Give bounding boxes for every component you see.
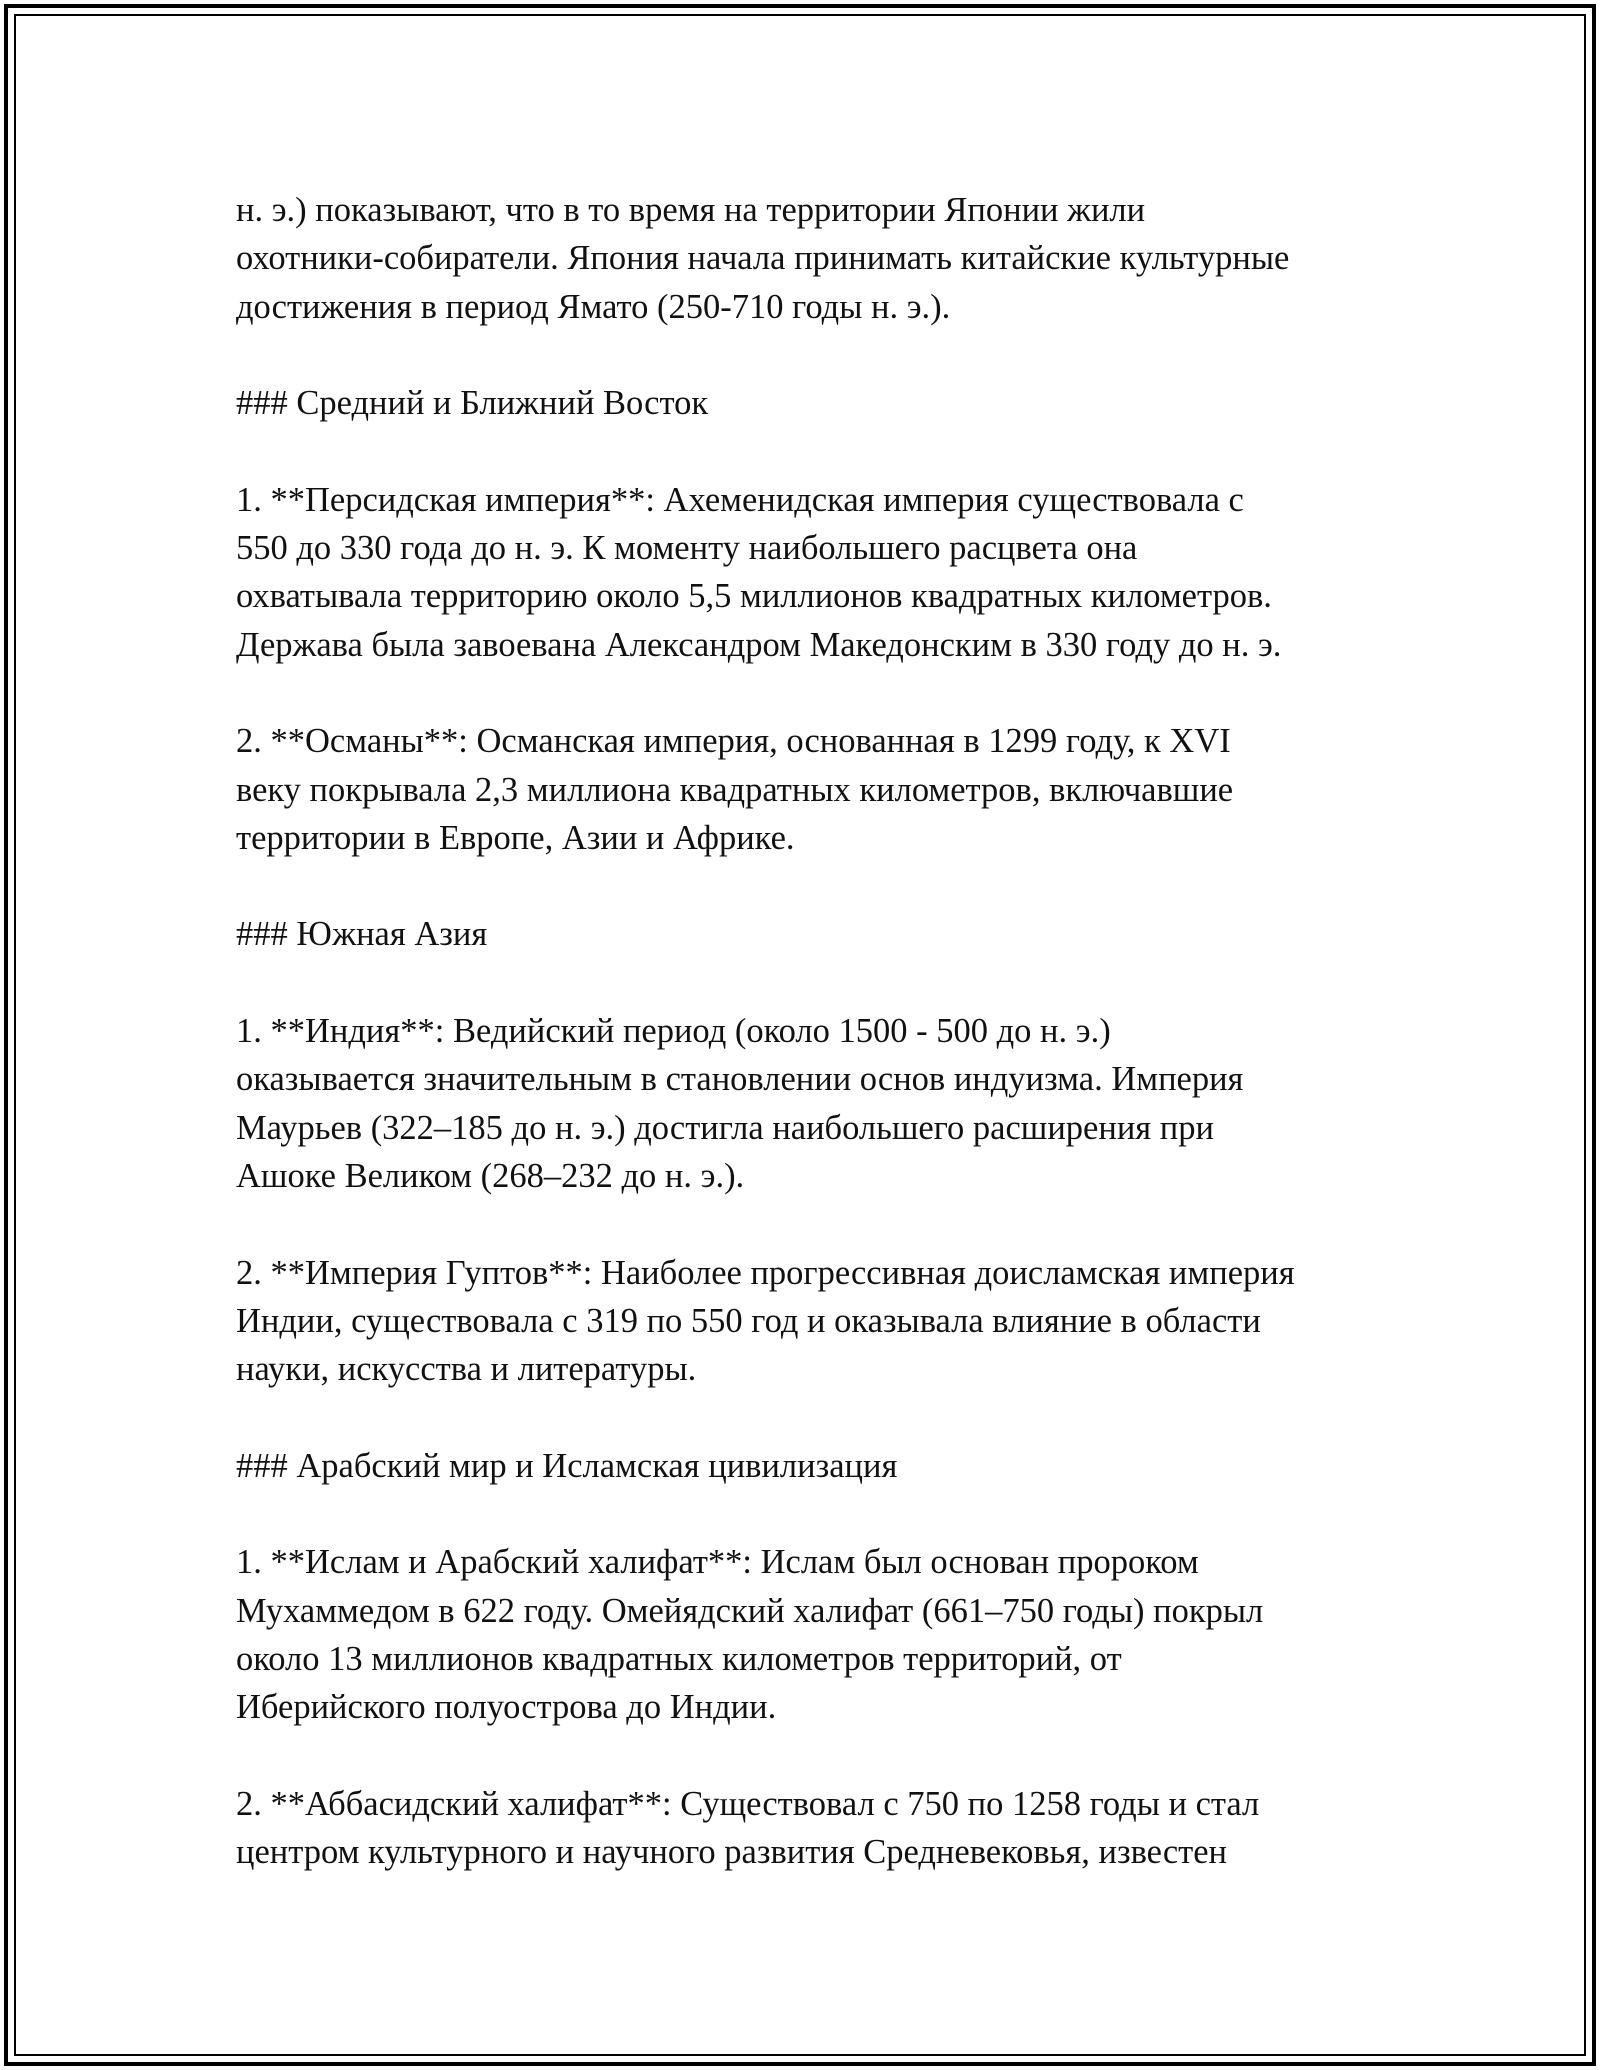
text-line: оказывается значительным в становлении основ индуизма. Империя (236, 1060, 1244, 1099)
text-line: центром культурного и научного развития Средневековья, известен (236, 1833, 1228, 1872)
paragraph-gap (236, 331, 1416, 379)
text-line: Маурьев (322–185 до н. э.) достигла наибольшего расширения при (236, 1108, 1214, 1147)
text-line: Ашоке Великом (268–232 до н. э.). (236, 1156, 745, 1195)
list-item-abbasid-caliphate (236, 1780, 1416, 1877)
text-line: достижения в период Ямато (250-710 годы н. э.). (236, 287, 951, 326)
paragraph-gap (236, 1393, 1416, 1441)
text-line: Мухаммедом в 622 году. Омейядский халифат (661–750 годы) покрыл (236, 1591, 1264, 1630)
text-line: 2. **Империя Гуптов**: Наиболее прогрессивная доисламская империя (236, 1253, 1295, 1292)
document-body (236, 186, 1416, 1876)
text-line: науки, искусства и литературы. (236, 1350, 697, 1389)
text-line: охватывала территорию около 5,5 миллионов квадратных километров. (236, 577, 1272, 616)
text-line: Иберийского полуострова до Индии. (236, 1688, 777, 1727)
paragraph-gap (236, 1732, 1416, 1780)
text-line: Индии, существовала с 319 по 550 год и оказывала влияние в области (236, 1301, 1261, 1340)
list-item-gupta-empire (236, 1249, 1416, 1394)
text-line: территории в Европе, Азии и Африке. (236, 818, 795, 857)
section-heading: ### Арабский мир и Исламская цивилизация (236, 1446, 898, 1485)
paragraph-gap (236, 862, 1416, 910)
paragraph-gap (236, 427, 1416, 475)
paragraph-gap (236, 1490, 1416, 1538)
paragraph-gap (236, 669, 1416, 717)
heading-arab-world (236, 1442, 1416, 1490)
section-heading: ### Средний и Ближний Восток (236, 384, 709, 423)
text-line: 1. **Индия**: Ведийский период (около 1500 - 500 до н. э.) (236, 1012, 1111, 1051)
text-line: н. э.) показывают, что в то время на территории Японии жили (236, 191, 1146, 229)
text-line: 550 до 330 года до н. э. К моменту наибольшего расцвета она (236, 529, 1138, 568)
text-line: охотники-собиратели. Япония начала принимать китайские культурные (236, 239, 1290, 278)
text-line: 1. **Ислам и Арабский халифат**: Ислам был основан пророком (236, 1543, 1199, 1582)
text-line: 1. **Персидская империя**: Ахеменидская империя существовала с (236, 480, 1244, 519)
section-heading: ### Южная Азия (236, 915, 488, 954)
heading-middle-east (236, 379, 1416, 427)
list-item-india (236, 1007, 1416, 1200)
text-line: 2. **Османы**: Османская империя, основанная в 1299 году, к XVI (236, 722, 1231, 761)
text-line: 2. **Аббасидский халифат**: Существовал с 750 по 1258 годы и стал (236, 1784, 1260, 1823)
paragraph-japan (236, 186, 1416, 331)
list-item-islam-caliphate (236, 1538, 1416, 1731)
text-line: Держава была завоевана Александром Македонским в 330 году до н. э. (236, 625, 1282, 664)
text-line: веку покрывала 2,3 миллиона квадратных километров, включавшие (236, 770, 1234, 809)
heading-south-asia (236, 910, 1416, 958)
list-item-ottomans (236, 717, 1416, 862)
paragraph-gap (236, 959, 1416, 1007)
text-line: около 13 миллионов квадратных километров территорий, от (236, 1639, 1122, 1678)
paragraph-gap (236, 1200, 1416, 1248)
list-item-persian-empire (236, 476, 1416, 669)
